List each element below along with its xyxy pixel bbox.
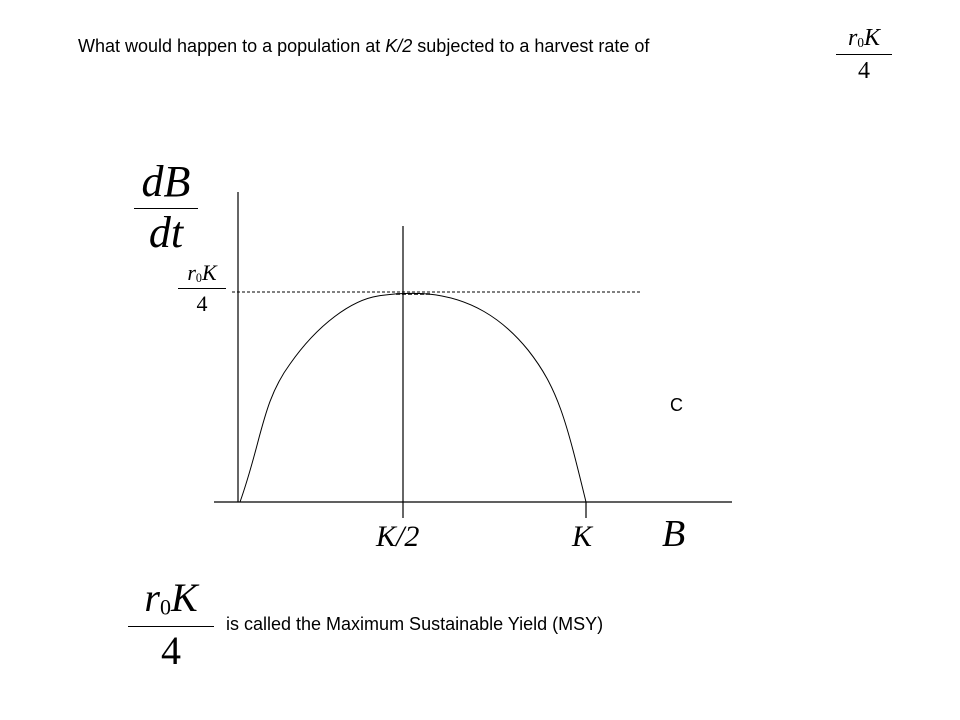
msy-description: is called the Maximum Sustainable Yield (MSY) (226, 614, 604, 634)
msy-fraction-numerator: r0K (144, 575, 198, 620)
msy-level-denominator: 4 (196, 291, 208, 316)
question-prefix: What would happen to a population at (78, 36, 381, 56)
k-half-tick-label: K/2 (376, 520, 420, 553)
msy-level-numerator: r0K (187, 260, 217, 285)
x-axis-label: B (662, 513, 686, 555)
question-k-half: K/2 (385, 36, 413, 56)
fraction-denominator: 4 (858, 58, 870, 84)
growth-curve (240, 293, 586, 502)
msy-fraction (128, 575, 214, 674)
y-axis-label-denominator: dt (148, 208, 184, 257)
msy-fraction-denominator: 4 (161, 628, 181, 674)
question-suffix: subjected to a harvest rate of (417, 36, 650, 56)
fraction-numerator: r0K (848, 25, 880, 51)
k-tick-label: K (572, 520, 593, 553)
y-axis-label-numerator: dB (141, 157, 191, 206)
region-c-label: C (670, 395, 683, 415)
